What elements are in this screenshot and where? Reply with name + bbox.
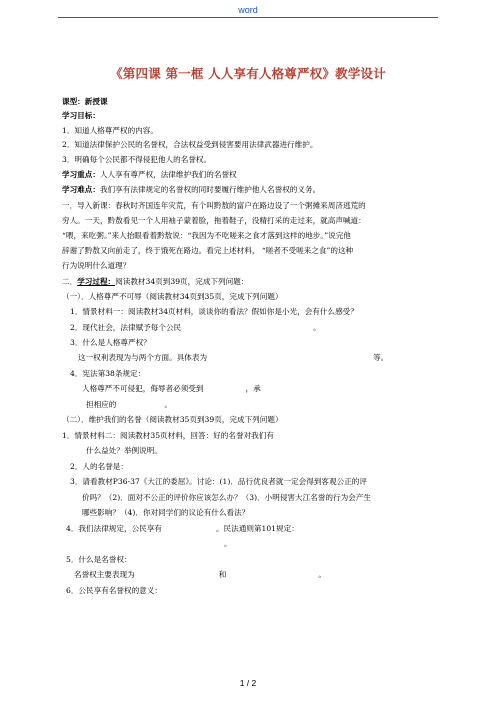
lesson-type: 课型：新授课 [62,97,108,106]
part2-question-cont: 哪些影响？（4)．你对同学们的议论有什么看法？ [82,508,250,517]
goal-item: 3．明确每个公民都不得侵犯他人的名誉权。 [62,155,212,164]
goals-heading: 学习目标： [62,111,100,120]
part2-question: 6．公民享有名誉权的意义： [66,586,162,595]
part2-question: 2．人的名誉是： [70,462,128,471]
process-heading [62,277,248,287]
intro-line: 行为说明什么道理？ [62,261,131,270]
part2-question [66,524,299,534]
document-title: 《第四课 第一框 人人享有人格尊严权》教学设计 [110,66,386,81]
part1-answer-line [86,400,172,410]
part2-heading: （二）．维护我们的名誉（阅读教材35页到39页，完成下列问题） [62,415,283,424]
question-text: ，承 [245,384,261,393]
part1-answer-line [82,384,261,394]
question-text: 担相应的 [86,400,117,409]
key-point [62,170,237,180]
part1-question [70,323,321,333]
header-rule [58,17,438,18]
goal-item: 2．知道法律保护公民的名誉权，合法权益受到侵害要用法律武器进行维护。 [62,140,318,149]
goal-item: 1．知道人格尊严权的内容。 [62,126,158,135]
question-text: 这一权利表现为与两个方面。具体表为 [78,353,208,362]
part2-question-cont: 什么益处？举例说明。 [86,446,162,455]
question-text: 人格尊严不可侵犯，侮辱者必须受到 [82,384,204,393]
intro-line: “喂，来吃粥。”来人抬眼看着黔敖说：“我因为不吃嗟来之食才落到这样的地步。”说完他 [62,231,351,240]
part1-question: 3．什么是人格尊严权？ [70,338,151,347]
part2-answer-line [74,570,326,580]
part1-question: 1．情景材料一：阅读教材34页材料，谈谈你的看法？假如你是小光，会有什么感受？ [70,307,358,316]
intro-line: 一．导入新课：春秋时齐国连年灾荒，有个叫黔敖的富户在路边设了一个粥摊来周济逃荒的 [62,201,366,210]
key-point-text: 人人享有尊严权，法律维护我们的名誉权 [99,170,237,179]
part1-heading: （一）．人格尊严不可辱（阅读教材34页到35页，完成下列问题） [62,292,283,301]
part1-answer-line [78,353,388,363]
intro-line: 穷人。一天，黔敖看见一个人用袖子蒙着脸，拖着鞋子，没精打采的走过来，就高声喊道： [62,216,366,225]
question-text: 。 [164,400,172,409]
question-text: 等。 [373,353,389,362]
process-number: 二． [62,277,78,286]
part2-question: 5．什么是名誉权： [66,555,132,564]
part2-question: 1．情景材料二：阅读教材35页材料，回答：好的名誉对我们有 [62,431,274,440]
difficulty-label: 学习难点： [62,185,100,194]
process-label: 学习过程： [77,277,116,286]
question-text: 4．我们法律规定，公民享有 [66,524,162,533]
key-point-label: 学习重点： [62,170,100,179]
question-text: 。 [318,570,326,579]
part2-answer-end: 。 [224,539,232,548]
difficulty-point [62,185,320,195]
question-text: 。民法通则第101规定： [215,524,299,533]
question-text: 和 [218,570,227,579]
part1-question: 4．宪法第38条规定： [70,369,146,378]
question-text: 名誉权主要表现为 [74,570,135,579]
part2-question-cont: 价吗？（2)．面对不公正的评价你应该怎么办？（3)．小明侵害大江名誉的行为会产生 [82,493,371,502]
process-text: 阅读教材34页到39页，完成下列问题： [115,277,249,286]
difficulty-text: 我们享有法律规定的名誉权的同时要履行维护他人名誉权的义务。 [99,185,321,194]
part2-question: 3．请看教材P36-37《大江的委屈》。讨论：(1)．品行优良者就一定会得到客观公正的评 [70,477,367,486]
question-text: 。 [313,323,321,332]
page-header-label: word [238,5,258,15]
page-number: 1 / 2 [239,678,257,688]
question-text: 2．现代社会，法律赋予每个公民 [70,323,182,332]
intro-line: 辞谢了黔敖又向前走了，终于饿死在路边。看完上述材料， “嗟者不受嗟来之食”的这种 [62,246,354,255]
